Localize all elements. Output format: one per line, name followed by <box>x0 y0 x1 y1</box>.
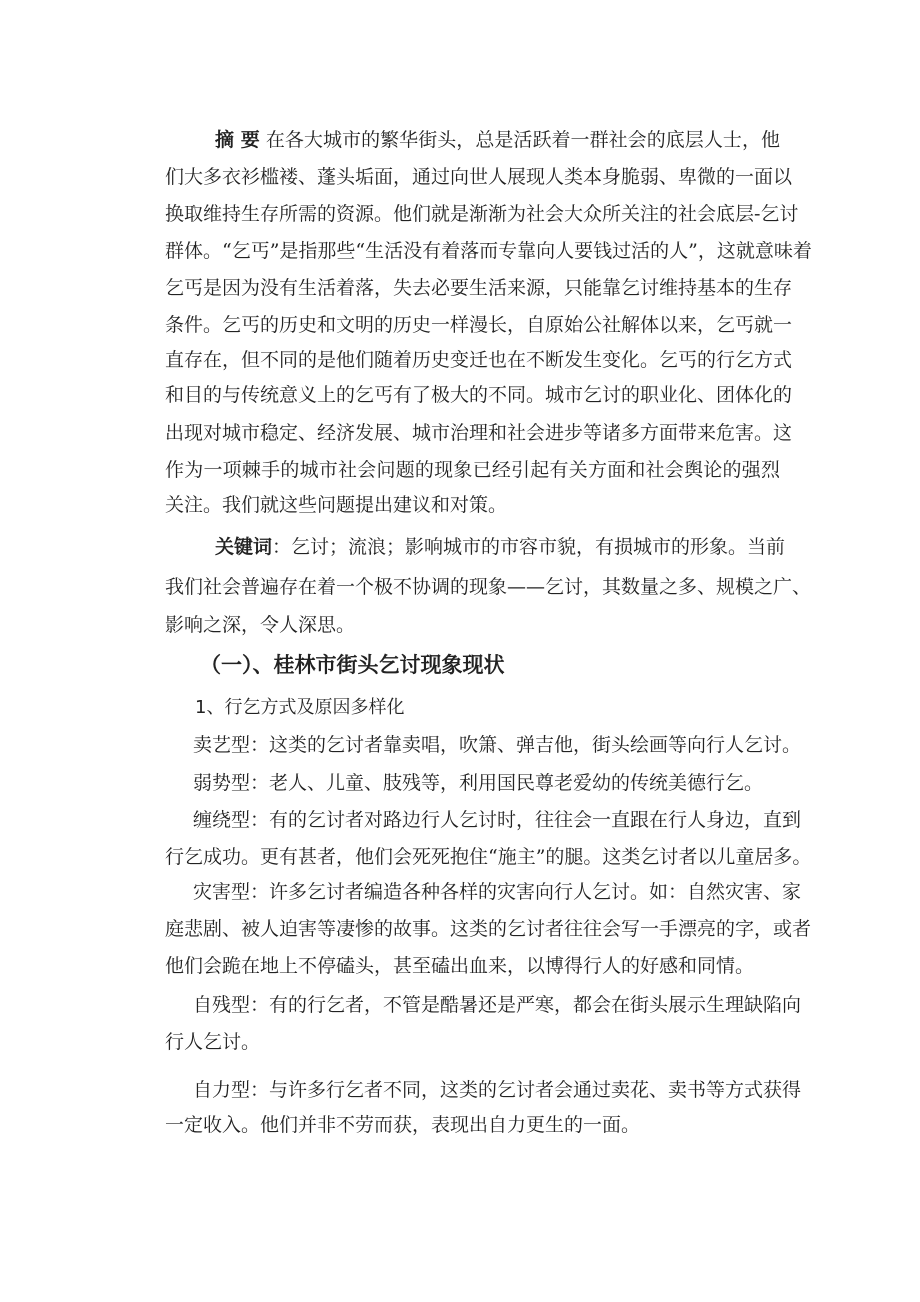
body-line: 行人乞讨。 <box>165 1031 261 1053</box>
body-line: 灾害型：许多乞讨者编造各种各样的灾害向行人乞讨。如：自然灾害、家 <box>193 881 802 903</box>
body-line: 行乞成功。更有甚者，他们会死死抱住“施主”的腿。这类乞讨者以儿童居多。 <box>165 846 812 868</box>
abstract-first-line <box>215 128 780 152</box>
abstract-line: 换取维持生存所需的资源。他们就是渐渐为社会大众所关注的社会底层-乞讨 <box>165 203 799 225</box>
body-line: 他们会跪在地上不停磕头，甚至磕出血来，以博得行人的好感和同情。 <box>165 955 755 977</box>
keywords-line: 我们社会普遍存在着一个极不协调的现象——乞讨，其数量之多、规模之广、 <box>165 576 812 598</box>
abstract-line: 乞丐是因为没有生活着落，失去必要生活来源，只能靠乞讨维持基本的生存 <box>165 277 793 299</box>
abstract-line: 关注。我们就这些问题提出建议和对策。 <box>165 494 508 516</box>
body-line: 缠绕型：有的乞讨者对路边行人乞讨时，往往会一直跟在行人身边，直到 <box>193 809 802 831</box>
abstract-text: 在各大城市的繁华街头，总是活跃着一群社会的底层人士，他 <box>265 129 780 151</box>
abstract-label: 摘 要 <box>215 129 260 151</box>
body-line: 一定收入。他们并非不劳而获，表现出自力更生的一面。 <box>165 1114 641 1136</box>
keywords-label: 关键词 <box>215 536 273 558</box>
abstract-line: 群体。“乞丐”是指那些“生活没有着落而专靠向人要钱过活的人”，这就意味着 <box>165 240 812 262</box>
abstract-line: 和目的与传统意义上的乞丐有了极大的不同。城市乞讨的职业化、团体化的 <box>165 384 793 406</box>
abstract-line: 们大多衣衫槛褛、蓬头垢面，通过向世人展现人类本身脆弱、卑微的一面以 <box>165 166 793 188</box>
section-heading: （一）、桂林市街头乞讨现象现状 <box>200 653 505 677</box>
abstract-line: 作为一项棘手的城市社会问题的现象已经引起有关方面和社会舆论的强烈 <box>165 459 780 481</box>
abstract-line: 直存在，但不同的是他们随着历史变迁也在不断发生变化。乞丐的行乞方式 <box>165 349 793 371</box>
body-line: 自力型：与许多行乞者不同，这类的乞讨者会通过卖花、卖书等方式获得 <box>193 1079 802 1101</box>
keywords-text: ：乞讨；流浪；影响城市的市容市貌，有损城市的形象。当前 <box>272 536 786 558</box>
body-line: 庭悲剧、被人迫害等凄惨的故事。这类的乞讨者往往会写一手漂亮的字，或者 <box>165 918 812 940</box>
body-line: 自残型：有的行乞者，不管是酷暑还是严寒，都会在街头展示生理缺陷向 <box>193 994 802 1016</box>
keywords-first-line <box>215 535 786 559</box>
abstract-line: 条件。乞丐的历史和文明的历史一样漫长，自原始公社解体以来，乞丐就一 <box>165 314 793 336</box>
subheading: 1、行乞方式及原因多样化 <box>195 697 405 718</box>
body-line: 卖艺型：这类的乞讨者靠卖唱，吹箫、弹吉他，街头绘画等向行人乞讨。 <box>193 734 802 756</box>
keywords-line: 影响之深，令人深思。 <box>165 614 356 636</box>
body-line: 弱势型：老人、儿童、肢残等，利用国民尊老爱幼的传统美德行乞。 <box>193 772 764 794</box>
abstract-line: 出现对城市稳定、经济发展、城市治理和社会进步等诸多方面带来危害。这 <box>165 422 793 444</box>
